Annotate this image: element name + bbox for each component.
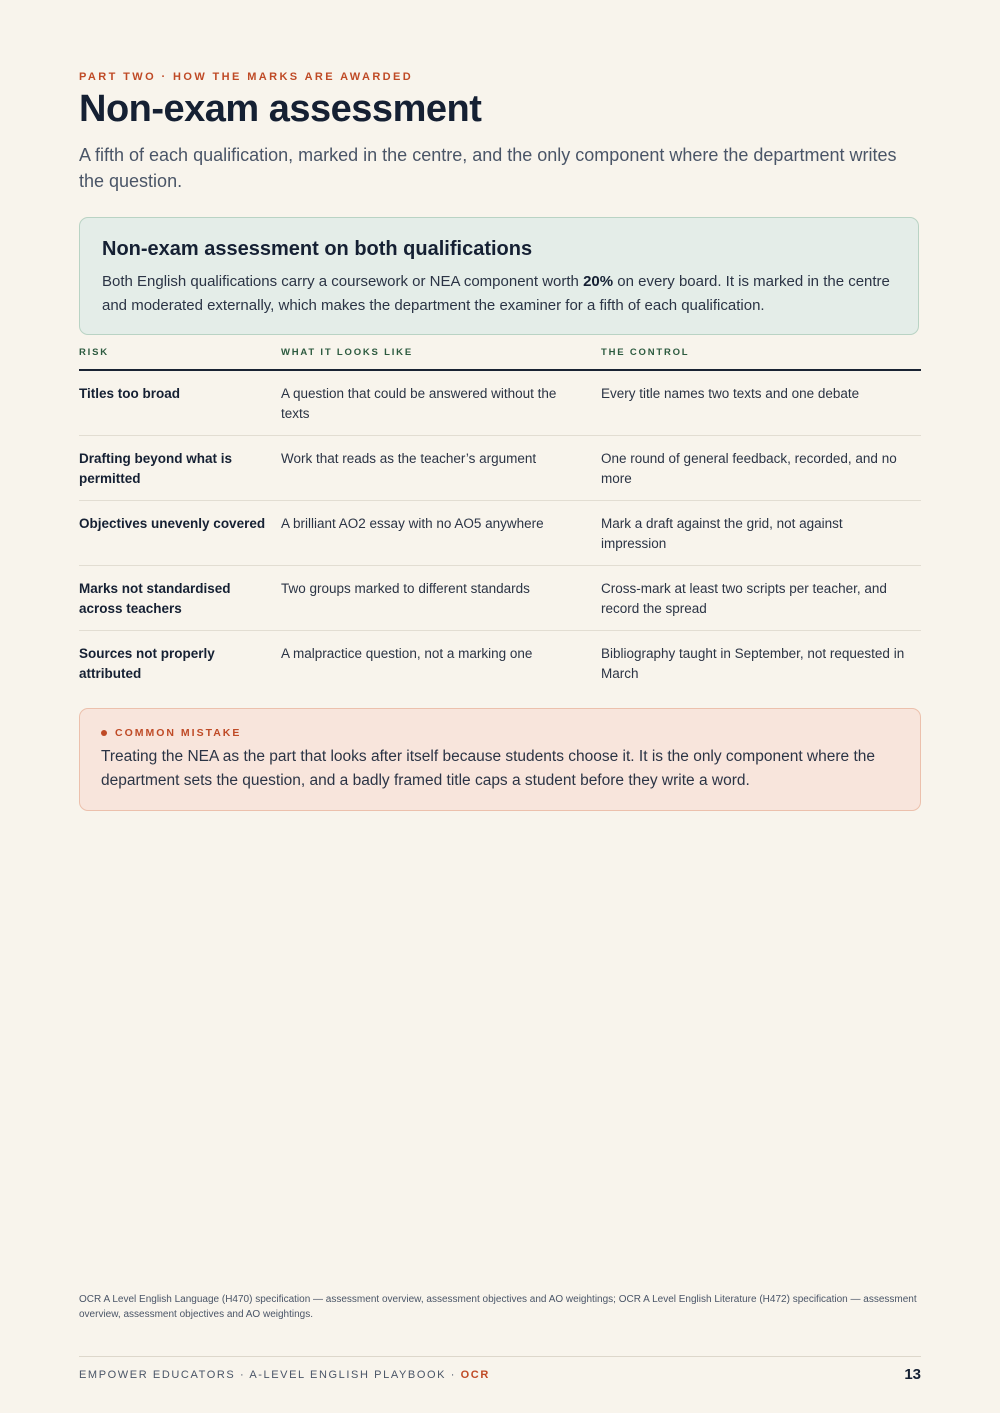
looks-cell: Work that reads as the teacher’s argument [281, 451, 537, 466]
page-number: 13 [904, 1366, 921, 1383]
risk-cell: Drafting beyond what is permitted [79, 451, 233, 486]
table-row [79, 436, 921, 501]
looks-cell: A brilliant AO2 essay with no AO5 anywhere [281, 516, 544, 531]
bullet-dot-icon [101, 730, 107, 736]
risk-cell: Marks not standardised across teachers [79, 581, 231, 616]
page-subtitle: A fifth of each qualification, marked in the centre, and the only component where the department writes the question. [79, 145, 897, 191]
table-row [79, 371, 921, 436]
control-cell: Every title names two texts and one debate [601, 386, 860, 401]
control-cell: One round of general feedback, recorded, and no more [601, 451, 897, 486]
risk-cell: Titles too broad [79, 386, 181, 401]
common-mistake-callout [79, 708, 921, 811]
looks-cell: A question that could be answered without the texts [281, 386, 557, 421]
table-row [79, 631, 921, 696]
control-cell: Mark a draft against the grid, not against impression [601, 516, 843, 551]
mistake-label: COMMON MISTAKE [115, 727, 242, 739]
footer-series: EMPOWER EDUCATORS · A-LEVEL ENGLISH PLAYBOOK · [79, 1368, 461, 1381]
looks-cell: Two groups marked to different standards [281, 581, 530, 596]
looks-cell: A malpractice question, not a marking one [281, 646, 533, 661]
column-header-control: THE CONTROL [601, 347, 690, 358]
callout-body-end: on every board. It is marked in the centre and moderated externally, which makes the department the examiner for a fifth of each qualification. [102, 273, 890, 314]
table-row [79, 501, 921, 566]
page-footer [79, 1366, 921, 1383]
table-header [79, 347, 921, 371]
page-title: Non-exam assessment [79, 88, 482, 130]
callout-body-start: Both English qualifications carry a coursework or NEA component worth [102, 273, 584, 290]
callout-body-highlight: 20% [583, 273, 614, 290]
mistake-label-row [101, 727, 899, 739]
sources-note: OCR A Level English Language (H470) specification — assessment overview, assessment objectives and AO weightings; OCR A Level English Literature (H472) specification — assessment overview, assessment objectives and AO weightings. [79, 1294, 917, 1320]
info-callout [79, 217, 919, 335]
control-cell: Bibliography taught in September, not requested in March [601, 646, 905, 681]
risk-cell: Objectives unevenly covered [79, 516, 266, 531]
column-header-risk: RISK [79, 347, 109, 358]
table-row [79, 566, 921, 631]
column-header-looks: WHAT IT LOOKS LIKE [281, 347, 413, 358]
section-eyebrow: PART TWO · HOW THE MARKS ARE AWARDED [79, 71, 414, 83]
callout-heading: Non-exam assessment on both qualifications [102, 238, 533, 260]
callout-body [102, 270, 896, 318]
footer-divider [79, 1356, 921, 1357]
control-cell: Cross-mark at least two scripts per teacher, and record the spread [601, 581, 887, 616]
footer-board: OCR [460, 1368, 490, 1381]
risk-cell: Sources not properly attributed [79, 646, 215, 681]
footer-publication [79, 1369, 490, 1381]
mistake-body: Treating the NEA as the part that looks after itself because students choose it. It is the only component where the department sets the question, and a badly framed title caps a student before they write a word. [101, 748, 876, 789]
risk-table [79, 347, 921, 696]
